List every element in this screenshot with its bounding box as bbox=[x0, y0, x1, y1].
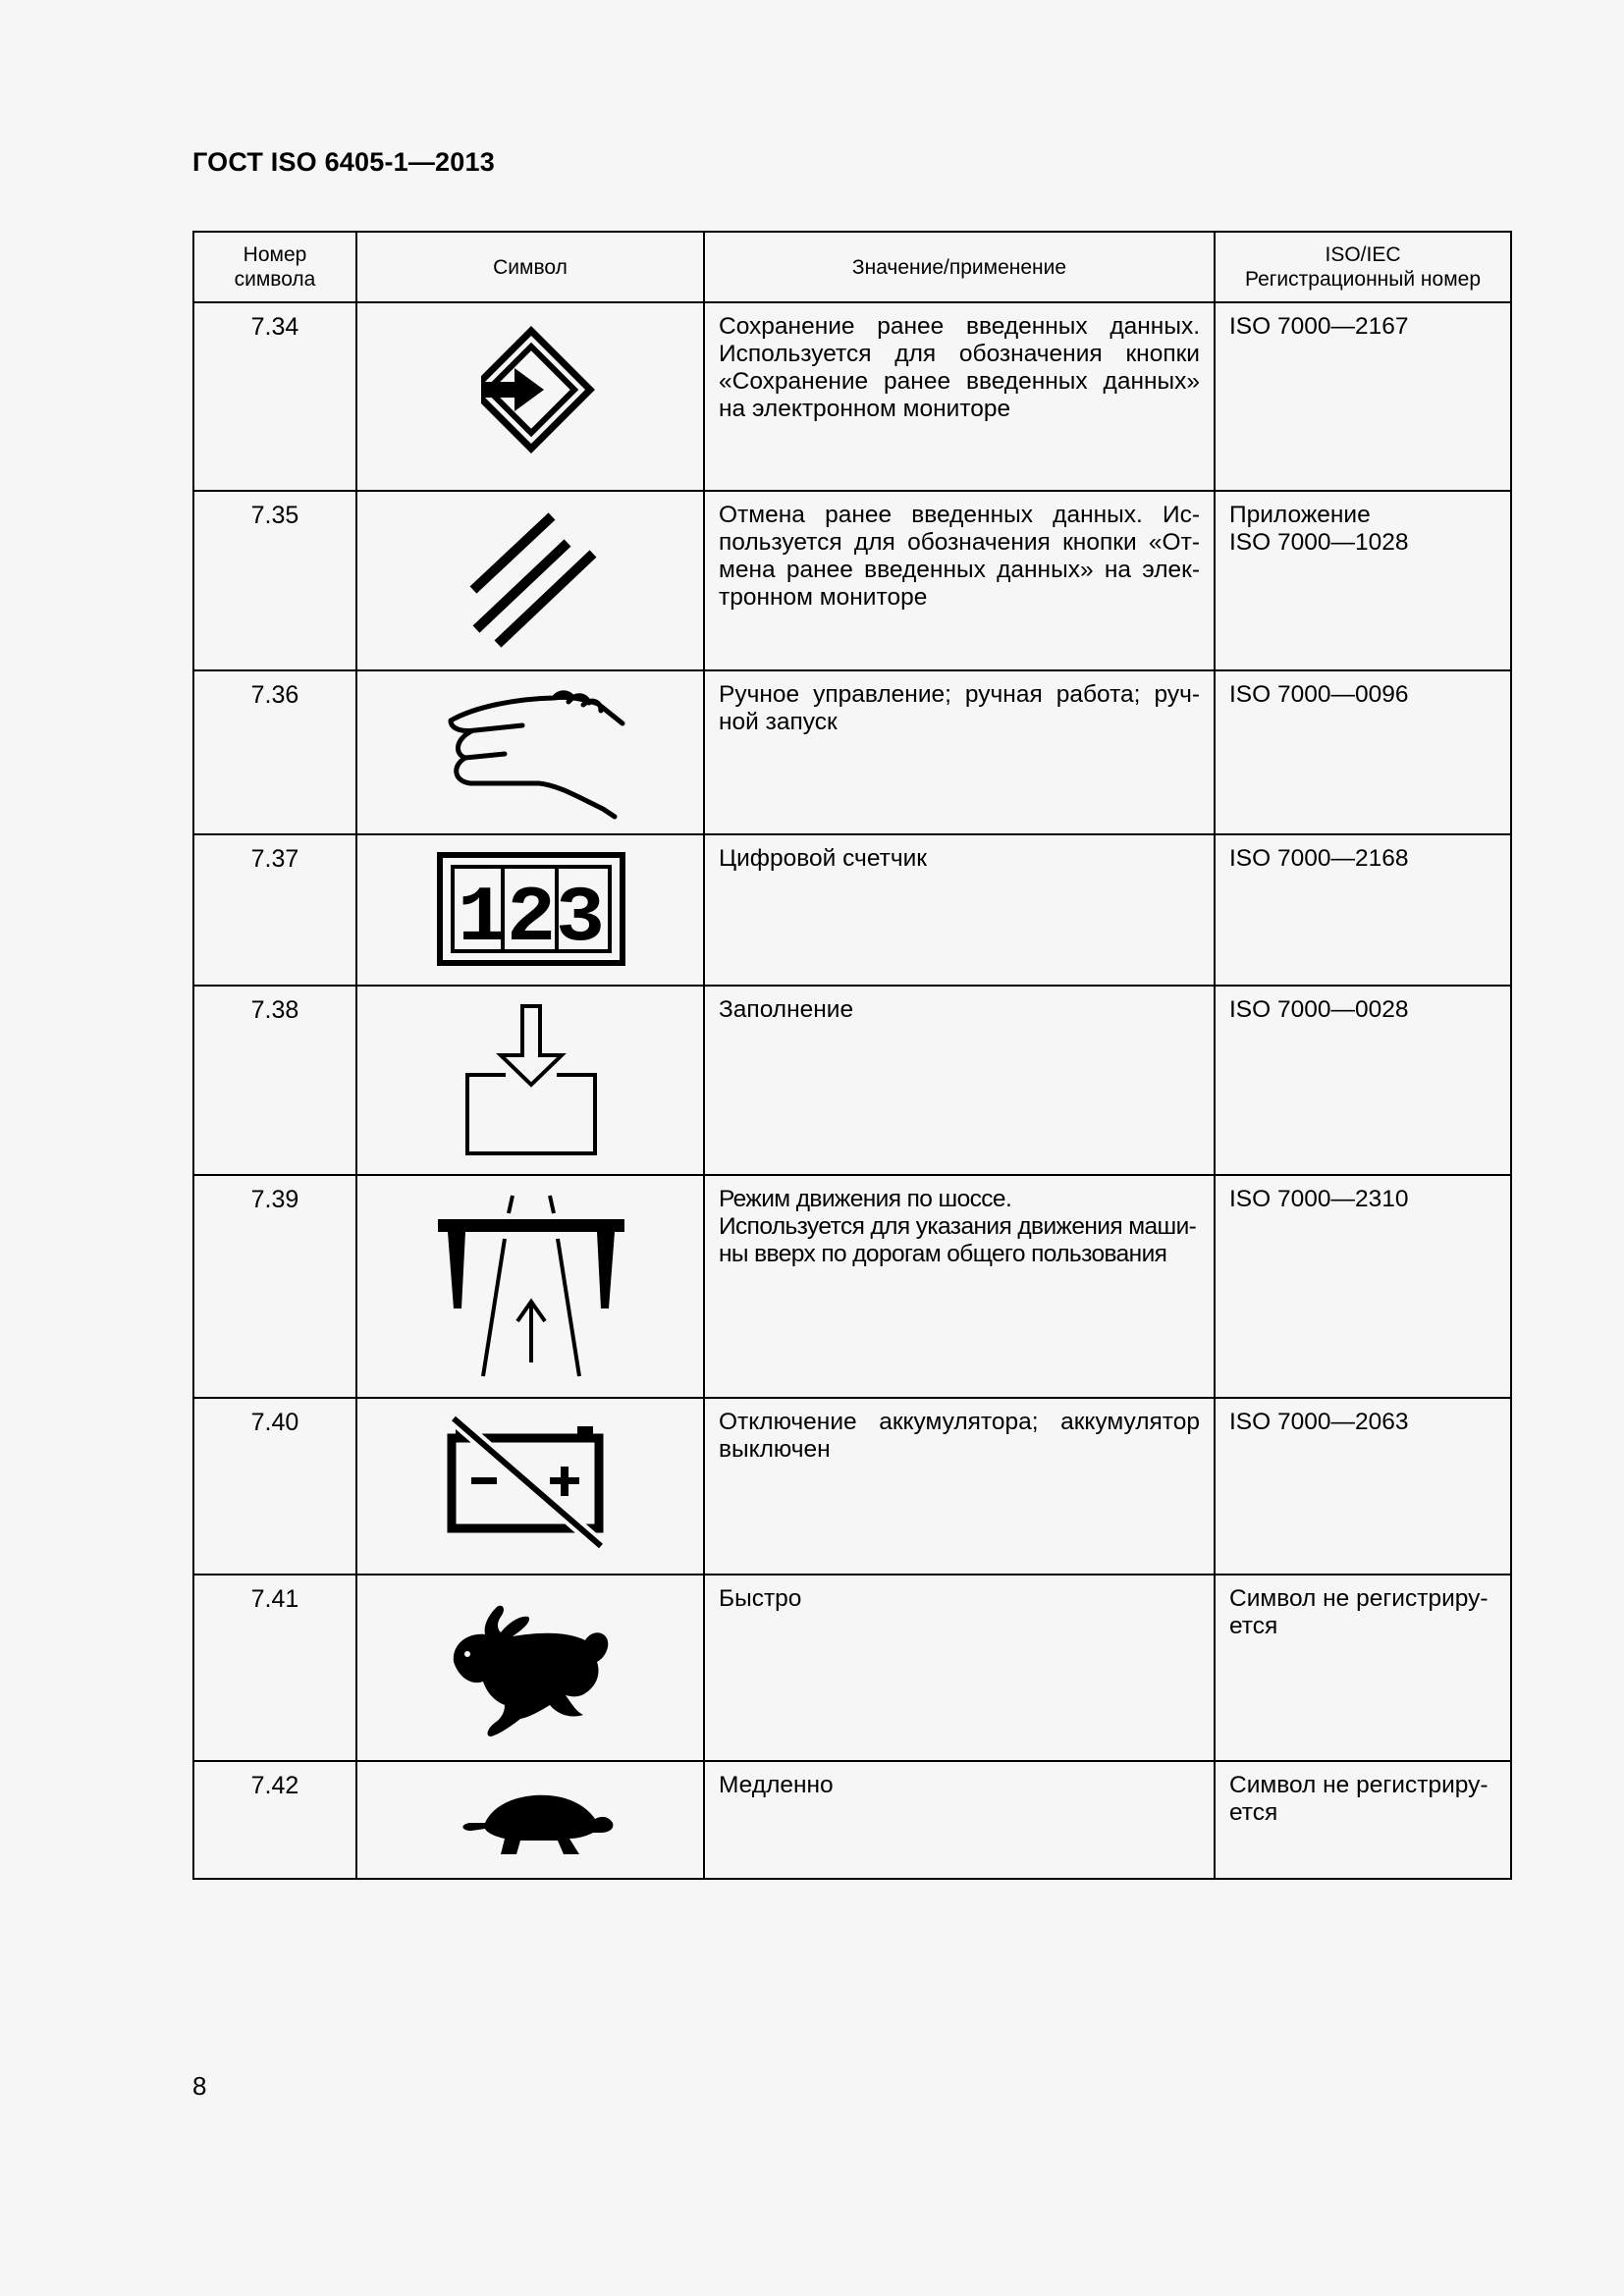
table-row bbox=[193, 1175, 1511, 1398]
road-travel-mode-icon bbox=[357, 1176, 705, 1395]
meaning-line: Режим движения по шоссе. bbox=[719, 1186, 1012, 1212]
symbol-cell bbox=[356, 834, 704, 986]
meaning-line: Используется для указания движения маши- bbox=[719, 1213, 1197, 1240]
registration-cell bbox=[1215, 1575, 1511, 1761]
registration-line: ISO 7000—2168 bbox=[1229, 845, 1409, 872]
symbol-cell bbox=[356, 1761, 704, 1879]
rabbit-fast-icon bbox=[357, 1575, 705, 1758]
symbols-table bbox=[192, 231, 1512, 1880]
meaning-line: Отключение аккумулятора; аккумулятор bbox=[719, 1409, 1200, 1435]
meaning-line: мена ранее введенных данных» на элек- bbox=[719, 557, 1200, 583]
registration-line: Символ не регистриру- bbox=[1229, 1585, 1489, 1612]
registration-line: ISO 7000—0096 bbox=[1229, 681, 1409, 708]
registration-cell bbox=[1215, 834, 1511, 986]
table-row bbox=[193, 986, 1511, 1175]
symbol-number: 7.39 bbox=[193, 1175, 356, 1398]
symbol-cell bbox=[356, 302, 704, 491]
meaning-cell bbox=[704, 1575, 1215, 1761]
meaning-cell bbox=[704, 834, 1215, 986]
meaning-line: Ручное управление; ручная работа; руч- bbox=[719, 681, 1200, 708]
symbol-number: 7.40 bbox=[193, 1398, 356, 1575]
digital-counter-icon bbox=[357, 835, 705, 983]
symbol-number: 7.34 bbox=[193, 302, 356, 491]
registration-cell bbox=[1215, 670, 1511, 834]
fill-icon bbox=[357, 987, 705, 1172]
column-header-number-line: Номер bbox=[243, 243, 307, 266]
registration-line: ется bbox=[1229, 1799, 1278, 1826]
battery-disconnect-icon bbox=[357, 1399, 705, 1572]
table-header-row bbox=[193, 232, 1511, 302]
symbol-number: 7.36 bbox=[193, 670, 356, 834]
registration-line: ISO 7000—1028 bbox=[1229, 529, 1409, 556]
registration-cell bbox=[1215, 302, 1511, 491]
table-row bbox=[193, 491, 1511, 670]
column-header-number-line: символа bbox=[234, 268, 316, 291]
registration-cell bbox=[1215, 491, 1511, 670]
save-data-icon bbox=[357, 303, 705, 488]
registration-line: ISO 7000—0028 bbox=[1229, 996, 1409, 1023]
table-row bbox=[193, 1575, 1511, 1761]
table-row bbox=[193, 1761, 1511, 1879]
meaning-line: «Сохранение ранее введенных данных» bbox=[719, 368, 1200, 395]
document-title: ГОСТ ISO 6405-1—2013 bbox=[192, 147, 495, 177]
manual-control-hand-icon bbox=[357, 671, 705, 831]
table-row bbox=[193, 302, 1511, 491]
meaning-line: выключен bbox=[719, 1436, 831, 1463]
meaning-cell bbox=[704, 1398, 1215, 1575]
symbol-number: 7.42 bbox=[193, 1761, 356, 1879]
meaning-line: ной запуск bbox=[719, 709, 838, 735]
meaning-line: Используется для обозначения кнопки bbox=[719, 341, 1200, 367]
cancel-data-icon bbox=[357, 492, 705, 667]
meaning-line: Цифровой счетчик bbox=[719, 845, 928, 872]
meaning-line: Отмена ранее введенных данных. Ис- bbox=[719, 502, 1200, 528]
meaning-cell bbox=[704, 1761, 1215, 1879]
registration-line: ISO 7000—2167 bbox=[1229, 313, 1409, 340]
column-header-meaning: Значение/применение bbox=[704, 232, 1215, 302]
meaning-line: Сохранение ранее введенных данных. bbox=[719, 313, 1200, 340]
registration-cell bbox=[1215, 1175, 1511, 1398]
symbol-cell bbox=[356, 986, 704, 1175]
symbol-cell bbox=[356, 1175, 704, 1398]
symbol-number: 7.38 bbox=[193, 986, 356, 1175]
column-header-registration-line: ISO/IEC bbox=[1325, 243, 1401, 266]
symbol-number: 7.41 bbox=[193, 1575, 356, 1761]
meaning-cell bbox=[704, 986, 1215, 1175]
meaning-line: пользуется для обозначения кнопки «От- bbox=[719, 529, 1200, 556]
column-header-number bbox=[193, 232, 356, 302]
meaning-cell bbox=[704, 1175, 1215, 1398]
counter-digits: 123 bbox=[458, 875, 605, 964]
meaning-line: тронном мониторе bbox=[719, 584, 928, 611]
registration-line: ется bbox=[1229, 1613, 1278, 1639]
meaning-line: Быстро bbox=[719, 1585, 802, 1612]
registration-line: ISO 7000—2063 bbox=[1229, 1409, 1409, 1435]
symbol-number: 7.37 bbox=[193, 834, 356, 986]
meaning-line: Заполнение bbox=[719, 996, 854, 1023]
turtle-slow-icon bbox=[357, 1762, 705, 1876]
registration-cell bbox=[1215, 1398, 1511, 1575]
meaning-cell bbox=[704, 491, 1215, 670]
meaning-line: на электронном мониторе bbox=[719, 396, 1011, 422]
symbol-cell bbox=[356, 670, 704, 834]
column-header-registration bbox=[1215, 232, 1511, 302]
column-header-registration-line: Регистрационный номер bbox=[1245, 268, 1481, 291]
symbol-cell bbox=[356, 1575, 704, 1761]
meaning-cell bbox=[704, 670, 1215, 834]
meaning-line: ны вверх по дорогам общего пользования bbox=[719, 1241, 1167, 1267]
table-row bbox=[193, 834, 1511, 986]
meaning-line: Медленно bbox=[719, 1772, 834, 1798]
registration-line: ISO 7000—2310 bbox=[1229, 1186, 1409, 1212]
registration-cell bbox=[1215, 1761, 1511, 1879]
registration-line: Приложение bbox=[1229, 502, 1371, 528]
symbol-number: 7.35 bbox=[193, 491, 356, 670]
meaning-cell bbox=[704, 302, 1215, 491]
registration-line: Символ не регистриру- bbox=[1229, 1772, 1489, 1798]
symbol-cell bbox=[356, 1398, 704, 1575]
table-row bbox=[193, 670, 1511, 834]
table-row bbox=[193, 1398, 1511, 1575]
registration-cell bbox=[1215, 986, 1511, 1175]
symbol-cell bbox=[356, 491, 704, 670]
column-header-symbol: Символ bbox=[356, 232, 704, 302]
page-number: 8 bbox=[192, 2071, 207, 2101]
